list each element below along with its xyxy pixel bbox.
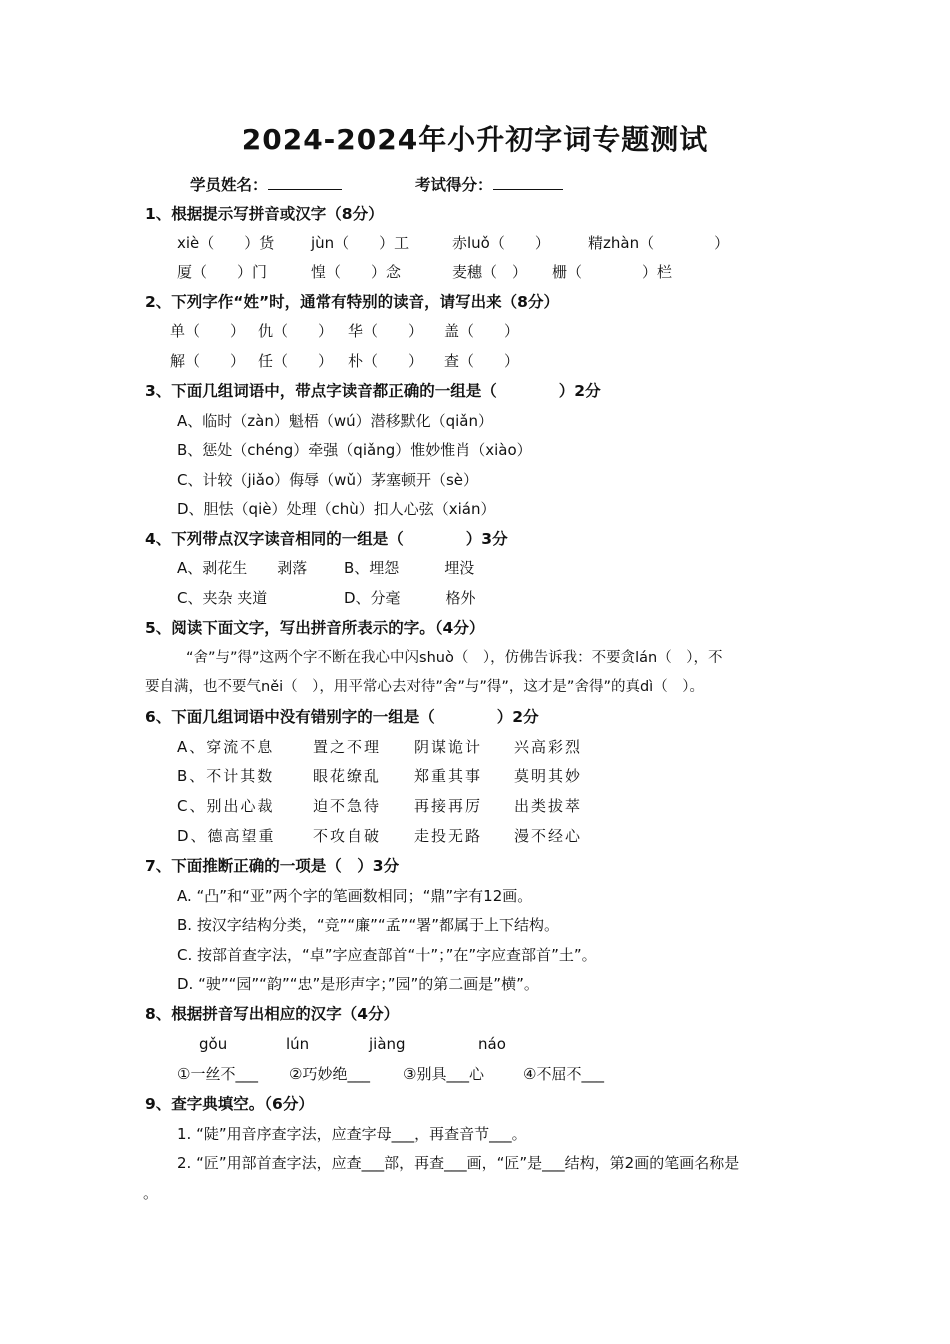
- q4-option-c: C、夹杂 夹道: [177, 589, 268, 607]
- q8-items-row: [177, 1064, 637, 1084]
- q6-row-a: [177, 737, 697, 757]
- q6-word: B、不计其数: [177, 767, 275, 785]
- q9-heading: 9、查字典填空。（6分）: [145, 1095, 314, 1113]
- score-blank[interactable]: [493, 175, 563, 190]
- q6-word: 眼花缭乱: [313, 767, 382, 785]
- q8-pinyin: náo: [478, 1035, 506, 1053]
- q2-item: 华（ ）: [348, 322, 424, 340]
- q2-row1: [170, 321, 570, 341]
- q1-item: 惶（ ）念: [311, 263, 402, 281]
- q6-word: 莫明其妙: [514, 767, 583, 785]
- q2-item: 朴（ ）: [348, 352, 424, 370]
- q7-option-b: B. 按汉字结构分类，“竞”“廉”“孟”“署”都属于上下结构。: [177, 916, 559, 934]
- q9-item-1: 1. “陡”用音序查字法，应查字母___，再查音节___。: [177, 1125, 527, 1143]
- q8-item: ③别具___心: [403, 1065, 484, 1083]
- page-title: 2024-2024年小升初字词专题测试: [241, 123, 709, 156]
- q4-row1: [177, 558, 657, 578]
- q8-pinyin: gǒu: [199, 1035, 228, 1053]
- q2-item: 解（ ）: [170, 352, 246, 370]
- q2-item: 任（ ）: [258, 352, 334, 370]
- student-name-label: 学员姓名：: [190, 175, 342, 195]
- q6-row-b: [177, 766, 697, 786]
- q1-item: 精zhàn（ ）: [588, 234, 730, 252]
- q4-row2: [177, 588, 657, 608]
- q1-item: 赤luǒ（ ）: [452, 234, 550, 252]
- q1-item: 厦（ ）门: [177, 263, 268, 281]
- q3-option-b: B、惩处（chéng）牵强（qiǎng）惟妙惟肖（xiào）: [177, 441, 532, 459]
- q5-paragraph-line2: 要自满，也不要气něi（ ），用平常心去对待”舍”与”得”，这才是”舍得”的真dì（ ）。: [145, 679, 704, 695]
- q4-option-b: B、埋怨 埋没: [344, 559, 475, 577]
- q3-option-d: D、胆怯（qiè）处理（chù）扣人心弦（xián）: [177, 500, 496, 518]
- q6-word: 迫不急待: [313, 797, 382, 815]
- q6-word: 走投无路: [414, 827, 483, 845]
- q9-item-2-end: 。: [143, 1184, 159, 1202]
- q6-word: D、德高望重: [177, 827, 276, 845]
- q7-option-a: A. “凸”和“亚”两个字的笔画数相同；“鼎”字有12画。: [177, 887, 533, 905]
- q6-word: A、穿流不息: [177, 738, 275, 756]
- q6-row-c: [177, 796, 697, 816]
- q7-heading: 7、下面推断正确的一项是（ ）3分: [145, 857, 400, 875]
- q8-item: ①一丝不___: [177, 1065, 258, 1083]
- q1-row1: [177, 233, 857, 253]
- q7-option-c: C. 按部首查字法，“卓”字应查部首“十”；”在”字应查部首”土”。: [177, 946, 597, 964]
- q5-paragraph-line1: “舍”与”得”这两个字不断在我心中闪shuò（ ），仿佛告诉我：不要贪lán（ ），不: [186, 650, 723, 666]
- q2-item: 查（ ）: [444, 352, 520, 370]
- q2-row2: [170, 351, 570, 371]
- q8-item: ④不屈不___: [523, 1065, 604, 1083]
- q2-item: 盖（ ）: [444, 322, 520, 340]
- q1-item: 栅（ ）栏: [552, 263, 673, 281]
- student-name-blank[interactable]: [268, 175, 342, 190]
- q3-option-a: A、临时（zàn）魁梧（wú）潜移默化（qiǎn）: [177, 412, 493, 430]
- q4-option-a: A、剥花生 剥落: [177, 559, 308, 577]
- q6-word: C、别出心裁: [177, 797, 275, 815]
- q8-pinyin: jiàng: [369, 1035, 406, 1053]
- q1-item: 麦穗（ ）: [452, 263, 528, 281]
- q6-word: 再接再厉: [414, 797, 483, 815]
- q7-option-d: D. “驶”“园”“韵”“忠”是形声字；”园”的第二画是”横”。: [177, 975, 539, 993]
- q4-option-d: D、分毫 格外: [344, 589, 476, 607]
- q8-pinyin-row: [199, 1034, 599, 1054]
- q6-word: 漫不经心: [514, 827, 583, 845]
- score-label: 考试得分：: [415, 175, 563, 195]
- q6-row-d: [177, 826, 697, 846]
- q8-pinyin: lún: [286, 1035, 310, 1053]
- q9-item-2: 2. “匠”用部首查字法，应查___部，再查___画，“匠”是___结构，第2画的笔画名称是: [177, 1154, 740, 1172]
- q1-heading: 1、根据提示写拼音或汉字（8分）: [145, 205, 384, 223]
- q6-word: 出类拔萃: [514, 797, 583, 815]
- q6-word: 郑重其事: [414, 767, 483, 785]
- q3-option-c: C、计较（jiǎo）侮辱（wǔ）茅塞顿开（sè）: [177, 471, 478, 489]
- q6-heading: 6、下面几组词语中没有错别字的一组是（ ）2分: [145, 708, 539, 726]
- q4-heading: 4、下列带点汉字读音相同的一组是（ ）3分: [145, 530, 508, 548]
- q5-heading: 5、阅读下面文字，写出拼音所表示的字。（4分）: [145, 619, 485, 637]
- q2-item: 仇（ ）: [258, 322, 334, 340]
- q3-heading: 3、下面几组词语中，带点字读音都正确的一组是（ ）2分: [145, 382, 601, 400]
- q8-item: ②巧妙绝___: [289, 1065, 370, 1083]
- q6-word: 置之不理: [313, 738, 382, 756]
- q2-heading: 2、下列字作“姓”时，通常有特别的读音，请写出来（8分）: [145, 293, 559, 311]
- q1-item: jùn（ ）工: [311, 234, 410, 252]
- q6-word: 不攻自破: [313, 827, 382, 845]
- q1-item: xiè（ ）货: [177, 234, 275, 252]
- q8-heading: 8、根据拼音写出相应的汉字（4分）: [145, 1005, 400, 1023]
- q1-row2: [177, 262, 857, 282]
- q6-word: 兴高彩烈: [514, 738, 583, 756]
- q6-word: 阴谋诡计: [414, 738, 483, 756]
- q2-item: 单（ ）: [170, 322, 246, 340]
